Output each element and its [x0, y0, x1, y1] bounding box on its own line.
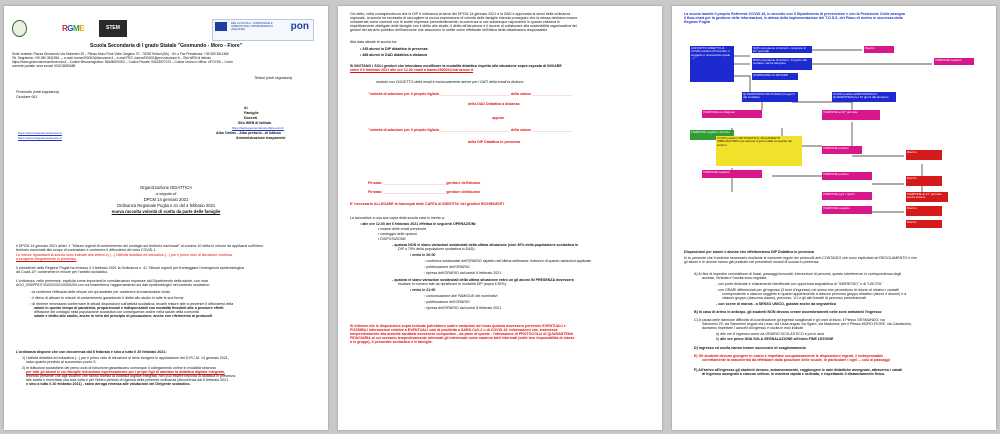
flow-tamp-neg2: TAMPONE negativo	[702, 170, 762, 178]
signature-line: Firmato: _______________________________ genitore dell'alunno	[368, 181, 481, 185]
header-line: il flow-chart per la gestione delle informazioni, in attesa della implementazione del T.O.S.S. del Piano di rientro in sicurezza della	[684, 16, 903, 20]
schedule-item: ▪ DISPOSIZIONE	[378, 237, 406, 241]
schedule-item: • entro le 20:00	[410, 253, 436, 257]
flow-covid-sintomatico: COVID positivo SINTOMATICO: ISOLAMENTO OBBLIGATORIO per almeno 3 giorni dalla comparsa dei sintomi	[716, 136, 802, 166]
point-line: B) In caso di arrivo in anticipo, gli studenti NON devono creare assembramenti nelle zone antistanti l'ingresso	[694, 310, 882, 314]
ordinance-line: e sino a tutto il 20 febbraio 2021) - salvo deroga rimessa alle valutazioni del Dirigente scolastico.	[26, 382, 191, 386]
albo-link[interactable]: https://www.trasparenzascuole.it/	[18, 131, 62, 135]
recipient-line: Sito WEB di Istituto	[238, 121, 272, 125]
point-line: di ingresso assegnati a ciascun settore, in maniera rapida e ordinata, e rispettando il distanziamento fisico.	[702, 372, 886, 376]
warning-line: POSSIBILI informazioni relative a EVENTUALI casi di positività a SARS-CoV-2 o di COVID-19. Informazioni che, trasmesse	[350, 328, 558, 332]
subject-line: DPCM 14 gennaio 2021	[143, 197, 189, 202]
flow-tampone-diag: TAMPONE per diagnosi	[702, 110, 762, 118]
invite-line: Si INVITANO i SOLI genitori che intendano modificare la modalità didattica rispetto alla situazione sopra esposta di INVIARE	[350, 64, 562, 68]
point-line: - con porte dedicate e chiaramente identificate con opportuna segnaletica di "INGRESSO" e di "USCITA"	[716, 282, 883, 286]
covid-flowchart	[672, 6, 996, 430]
warning-line: o le gruppi), il personale scolastico e le famiglie.	[350, 340, 433, 344]
ordinance-line: 1) l'attività didattica ed educativa (...) per il primo ciclo di istruzione si deve svolgere in applicazione del D.P.C.M. 14 gennaio 2021,	[22, 356, 229, 360]
recipient-line: Amministrazione trasparente	[236, 136, 286, 140]
rgme-logo: RGME	[62, 24, 85, 33]
page-2	[338, 6, 662, 430]
invite-line: entro il 6 febbraio 2021 alle ore 12.00 email a bamm290002@istruzione.it	[350, 68, 474, 72]
ordinance-line: L'ordinanza dispone che con decorrenza dal 8 febbraio e sino a tutto il 20 febbraio 2021:	[16, 350, 167, 354]
flow-tampone-neg: TAMPONE negativo	[934, 58, 974, 65]
schedule-item: ◦ ripresa dell'ORARIO dal lunedì 8 febbraio 2021	[424, 306, 502, 310]
flow-diagnosis-box: COVID positivo ASINTOMATICO: QUARANTENA per 10 giorni dal tampone	[832, 92, 896, 102]
recipient-line: Docenti	[244, 116, 258, 120]
schedule-item: - qualora vi siano variazioni sostanziali della ultima situazione entro un gli alunni IN PRESENZA dovessero	[392, 278, 574, 282]
schedule-item: • alle ore 12.00 del 6 febbraio 2021 effettua le seguenti OPERAZIONI:	[360, 222, 477, 226]
signature-line: Firmato: _______________________________ genitore dell'alunno	[368, 190, 481, 194]
page-1	[4, 6, 328, 430]
flow-rientro-3: Rientro	[906, 176, 942, 186]
protocol-number: Protocollo (vedi segnatura)	[16, 90, 59, 94]
body-line: territorio nazionale allo scopo di contrastare e contenere il diffondersi del virus COVID-1	[16, 248, 156, 252]
flow-rientro-top: Rientro	[864, 46, 894, 53]
flow-tamp-pos2: TAMPONE positivo	[822, 172, 872, 180]
website-link[interactable]: https://www.gesmundomorofiore.edu.it/	[232, 126, 284, 130]
bullet-line: diffusione del contagio nella popolazione scolastica con conseguenze anche nella salute della comunità	[34, 310, 199, 314]
school-title: Scuola Secondaria di I grado Statale "Gesmundo - Moro - Fiore"	[90, 43, 242, 49]
flow-tamp-21: TAMPONE al 21° giornale senza sintomi	[906, 192, 948, 202]
intro-line: rispettivamente obbligate delle famiglie con il diritto allo studio, il diritto all'istruzione e il dovere di collaborare alla sostenibilità organizzativa del	[350, 24, 577, 28]
flow-tamp-10b: TAMPONE ogni 7 giorni	[822, 192, 872, 200]
schedule-item: ◦ ripresa dell'ORARIO dal lunedì 8 febbraio 2021	[424, 271, 502, 275]
pon-logo: PER LA SCUOLA - COMPETENZE E AMBIENTI PER L'APPRENDIMENTO (FSE-FESR) pon	[212, 19, 314, 41]
point-line: - con scene di marcia - a SENSO UNICO, guidate anche da segnaletica	[716, 302, 836, 306]
point-line: - con ORARI differenziati per gli ingressi (3 turni d'ingresso) nel senso che permettono di ridurre al minimo i contatti	[716, 288, 899, 292]
ordinance-line: tale scelta è esercitata una sola volta e per l'intero periodo di vigenza della presente ordinanza (decorrenza dal 8 febbraio 2021	[26, 378, 229, 382]
point-line: a) alle ore 8 ingresso come da ORARIO SCOLASTICO e poi in aula	[716, 332, 825, 336]
address-line: Tel. Segreteria: +39 080 3511956 — e-mail: bamm290002@istruzione.it – e-mail PEC: bamm290002@pec.istruzione.it – Sito WEB di Istituto:	[12, 56, 212, 60]
attach-line: E' necessario ALLEGARE la fotocopia delle CARTA di IDENTITA' dei genitori RICHIEDENTI	[350, 202, 504, 206]
stat-in-presence: • 245 alunni in DIP didattica in presenza	[360, 47, 428, 51]
header-line: La scuola tramite il proprio Referente COVID-19, in accordo con il Dipartimento di prevenzione e con la Protezione Civile assegna	[684, 12, 905, 16]
subject-line: a seguito di	[155, 191, 177, 196]
flow-rientro-2: Rientro	[906, 150, 942, 160]
bullet-line: ▫ il rilievo di attuare le misure di contenimento garantendo il diritto allo studio in tutte le sue forme	[30, 296, 184, 300]
schedule-item: ◦ comunicazione alle FAMIGLIE dei nominativi	[424, 294, 498, 298]
body-line: L'ordinanza, nelle premesse, esplicita come importanti le considerazioni espresse dal Dipartimento della salute, con nota	[16, 279, 208, 283]
form-line: "volontà di adozione per il proprio figlio/a ___________________________________ della classe ____________________	[368, 92, 573, 96]
flow-tampone-pos: TAMPONE positivo	[822, 146, 862, 154]
subject-line: Ordinanza Regionale Puglia n.41 del 4 febbraio 2021	[116, 203, 216, 208]
point-line: D) Ingresso ed uscita hanno tranne successivi di scaglionamento	[694, 346, 806, 350]
ordinance-line: 2) le istituzioni scolastiche del primo ciclo di istruzione garantiscono comunque il collegamento online in modalità sincrona	[22, 366, 216, 370]
circular-number: Circolare 061	[16, 95, 38, 99]
address-line: Sede centrale: Piazza Gesmundo Via Salvemini 29 – Plesso Moro-Fiore Viale Gargano 70 - 70038 Terlizzi (BA) - Tel. e Fax Presidenza: +39 080 3511366	[12, 52, 229, 56]
body-line: a svolgersi integralmente in presenza.	[16, 257, 77, 261]
warning-line: Si informa che le disposizioni sopra indicate potrebbero subire variazioni ad horas qualora dovessero pervenire EVENTUALI e	[350, 324, 566, 328]
page-3	[672, 6, 996, 430]
recipient-line: Albo Online - Albo pretorio...di Istituto	[216, 131, 281, 135]
body-line: Il DPCM 14 gennaio 2021 all'art. 1 "Misure urgenti di contenimento del contagio sul territorio nazionale" al comma 10 detta le misure da applicarsi sull'intero	[16, 244, 264, 248]
form-line: "volontà di adozione per il proprio figlio/a ___________________________________ della classe ____________________	[368, 128, 573, 132]
form-or: oppure	[492, 116, 505, 120]
trasparenza-link[interactable]: https://www.trasparenzascuole.it/	[18, 136, 62, 140]
header-line: Regione Puglia	[684, 20, 710, 24]
point-line: b) alle ore prime UNA SOLA SEGNALAZIONE all'inizio FINE LEZIONE	[716, 337, 834, 341]
flow-rientro-4: Rientro	[906, 206, 942, 216]
italy-emblem-logo	[12, 20, 27, 37]
steam-logo: STEM	[99, 20, 127, 37]
recipient-line: Ai	[244, 106, 248, 110]
ordinance-line: per tutti gli alunni le cui famiglie richiedono espressamente per i propri figli di adottare la didattica digitale integrata,	[26, 370, 225, 374]
point-line: Salvemini 29, via Salvemini angolo via Lissa, via Lissa angolo via Sgarri, via Madonna; per il Plesso MORO-FIORE: via Casalicchio,	[702, 322, 912, 326]
bullet-line: ▫ la conferma l'efficacia delle misure sin qui adottate per contenere la trasmissione virale	[30, 290, 171, 294]
form-line: della DAD Didattica a distanza	[468, 102, 520, 106]
schedule-item: DIP o 70% della popolazione scolastica in DAD):	[398, 247, 476, 251]
flow-contact-box: CONTATTO DIRETTO di COVID positivo (Protocollo: il soggetto è riconosciuto quale ...)	[690, 46, 734, 82]
dispositions-line: In tu presente che il sistema necessario risultante le consuete regole dei protocolli anti-CONTAGIO che sono esplicitati nel REGOLAMENTO e che	[684, 256, 917, 260]
current-status: Alla data attuale le scuola ha:	[350, 40, 397, 44]
intro-line: Ciò detto, nella consapevolezza che le DIP ti ordinanza al sensi del DPCM 14 gennaio 2021 e la DAD è approvata ai sensi della ordinanza	[350, 12, 571, 16]
body-line: Le misure riguardanti la scuola sono indicate alla lettera s) (...) l'attività didattica ed educativa (...) per il primo ciclo di istruzione continua	[16, 253, 232, 257]
point-line: F) All'arrivo all'ingresso gli studenti devono, autonomamente, raggiungere le aule didattiche assegnate, attraverso i canali	[694, 368, 903, 372]
body-line: Il presidente della Regione Puglia ha emesso il 4 febbraio 2021 la Ordinanza n. 41 "Misure urgenti per fronteggiare l'emergenza epidemiologica	[16, 266, 244, 270]
point-line: A) Al fine di impedire commistione di flussi, passaggi incrociati, intersezioni di percorsi, questo interferenze in corrispondenza degli	[694, 272, 902, 276]
point-line: accessi, l'entrata e l'uscita sono regolate:	[702, 276, 768, 280]
form-line: della DIP Didattica in presenza	[468, 140, 521, 144]
bullet-line: ▫ di ritenere necessario confermare le attuali disposizioni sull'attività scolastica, recanti misure atte a prevenire il diffondersi della	[30, 302, 234, 306]
schedule-item: risultare in numero tale da ripristinare le modalità DIP (sopra il 30%):	[398, 282, 507, 286]
subject-line: Organizzazione DIDATTICA	[139, 185, 193, 190]
point-line: corrispondente a ciascun soggetto in quanto appartenente a ciascun percorso gruppo didattico (alunni e alunne) e a	[722, 292, 907, 296]
flowchart-arrows	[672, 6, 996, 238]
schedule-item: ▪ esame delle email pervenute	[378, 227, 427, 231]
intro-line: considerate come coerenti con le scelte espresse precedentemente; la coerenza si ove subdunque rispondenti in quanto valutava le	[350, 20, 560, 24]
flow-no-symptoms-top: NON compaiono di sintomi - tampone in 10° giornale	[752, 46, 812, 53]
dispositions-line: gli alunni e le alunne hanno già praticato nei precedenti moduli di scuola in presenza:	[684, 260, 820, 264]
body-line: AOO_005/PROT/04/02/2021/0000204 con cui trasmetteva l'aggiornamento sui dati epidemiologici nel contesto scolastico:	[16, 283, 210, 287]
body-line: da Covid-19" contenente le misure per l'ambito scolastico.	[16, 270, 109, 274]
modulo-line: modulo con OGGETTO della email e esclusivamente anche per i DATI della email la dicitura:	[376, 80, 524, 84]
flow-symptoms: COMPAIONO di SINTOMI	[752, 73, 798, 80]
ordinance-line: tenendo presente che agli studenti che hanno chiesto la didattica digitale integrata, non può essere imposta la didattica in presenza;	[26, 374, 236, 378]
point-line: E) Gli studenti devono giungere in orario e rispettare scrupolosamente le disposizioni vigenti, è indispensabile	[694, 354, 884, 358]
schedule-item: ▪ conteggio delle opzioni	[378, 232, 417, 236]
flow-no-symptoms-2: NON compaiono di sintomi, 14 giorni dal contatto, senza tampone	[752, 58, 812, 70]
place-date: Terlizzi (vedi segnatura)	[254, 76, 293, 80]
flow-tamp-neg3: TAMPONE negativo	[822, 206, 872, 214]
intro-line: regionale, la scuola ha necessità di raccogliere la nuova espressione di volontà delle famiglie intenda proseguire che la stessa debbano essere	[350, 16, 578, 20]
flow-rientro-5: Rientro	[906, 220, 942, 228]
flow-tamp-10: TAMPONE al 10° giornale	[822, 110, 880, 120]
warning-line: FIDUCIARIA al cui scenario tempestivamente informati gli interessati come saranno tutti informati (volte loro impossibilità di classe	[350, 336, 575, 340]
schedule-item: - qualora NON vi siano variazioni sostanziali della ultima situazione (cioè 30% della popolazione scolastica in	[392, 243, 579, 247]
stat-distance: • 488 alunni in DAD didattica a distanza	[360, 53, 427, 57]
schedule-item: • entro le 21:00	[410, 288, 436, 292]
schedule-item: ◦ conferma sostanziale dell'ORARIO rispetto nell'ultima settimana: inclusivo di quanto variazioni applicate	[424, 259, 592, 263]
address-line: corrente postale: area scuole 001018095658	[12, 64, 76, 68]
intro-line: gestori del servizio pubblico dell'istruzione che assumono le scelte come effettuate nell'ottica della cittadinanza responsabile.	[350, 28, 549, 32]
dispositions-title: Disposizioni per alunni e alunne che effettueranno DIP Didattica in presenza	[684, 250, 814, 254]
warning-line: tempestivamente alla autorità sanitaria dovessero comportare - da parte di queste - l'attivazione di PROTOCOLLI di QUARANTENA	[350, 332, 574, 336]
ordinance-line: salvo quanto previsto al successivo punto 2;	[26, 360, 97, 364]
bullet-line: salute e diritto allo studio, anche in virtù del principio di precauzione, anche con riferimento ai protocolli	[34, 314, 213, 318]
point-line: dovranno rispettare i cancelli di ingresso e uscita in essi indicati	[702, 326, 803, 330]
bullet-line: salute in questo tempo di pandemia, proporzionali e indispensabili con modalità flessibili atte a produrre effetti	[34, 306, 224, 310]
point-line: correttamente la mascherina da effettuare dalla posizione delle scuole, in particolare i ogni ... così ai passaggi	[702, 358, 890, 362]
flow-quarantine-box: QUARANTENA FIDUCIARIA (10 giorni dal contatto)	[742, 92, 798, 102]
schedule-item: ◦ pubblicazione dell'ORARIO	[424, 300, 470, 304]
recipient-line: Famiglie	[244, 111, 259, 115]
address-line: https://www.gesmundomorofiore.edu.it – Codice Meccanografico: BAMM290002 – Codice Fiscale: 93423970723 – Codice Univoco Ufficio: UFGY8S – Conto	[12, 60, 233, 64]
schedule-intro: La lavoratrice a una sua copia della scuola sarà in merito a:	[350, 216, 445, 220]
point-line: C) A causa delle dannose difficoltà di coordinazione gli ingressi scaglionati e gli orari di inizio, il Plesso GESMUNDO: via	[694, 318, 885, 322]
point-line: ciascun gruppo (ciascuna classe), percorso: 1/1 e gli altri transiti di percorso preselezionati	[722, 296, 867, 300]
schedule-item: ◦ pubblicazione dell'ORARIO	[424, 265, 470, 269]
flow-tamp-neg-green: TAMPONE negativo / Rientro	[690, 130, 734, 140]
subject-line: nuova raccolta volontà di scelta da parte delle famiglie	[111, 209, 221, 214]
